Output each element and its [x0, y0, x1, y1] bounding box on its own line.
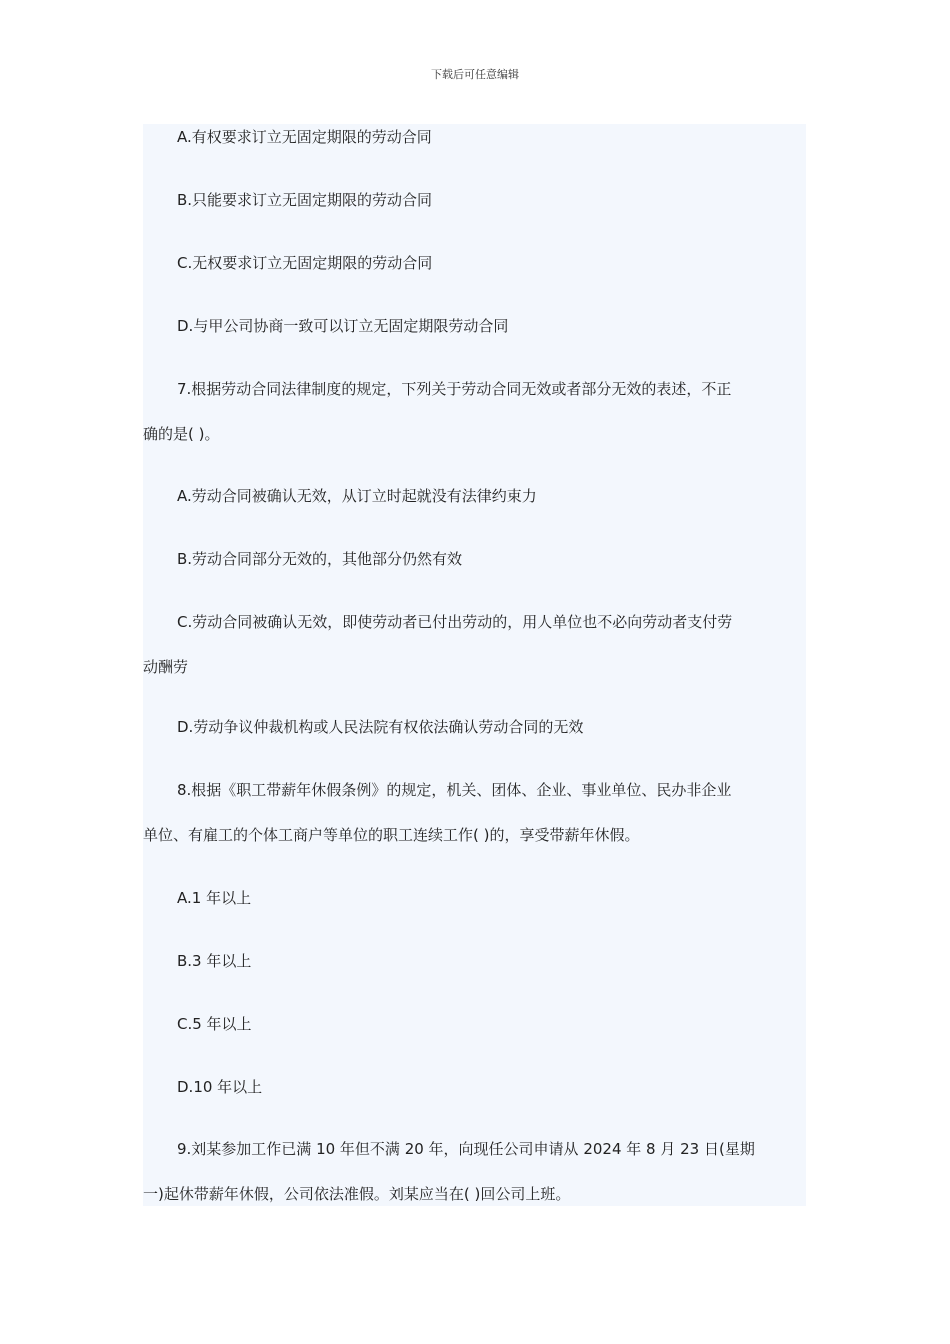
option-c-q8: C.5 年以上: [177, 1015, 252, 1033]
question-8-line-1: 8.根据《职工带薪年休假条例》的规定，机关、团体、企业、事业单位、民办非企业: [177, 781, 732, 799]
question-8-line-2: 单位、有雇工的个体工商户等单位的职工连续工作( )的，享受带薪年休假。: [143, 826, 640, 844]
option-c-q7-line-1: C.劳动合同被确认无效，即使劳动者已付出劳动的，用人单位也不必向劳动者支付劳: [177, 613, 733, 631]
option-b-q7: B.劳动合同部分无效的，其他部分仍然有效: [177, 550, 463, 568]
option-a-q7: A.劳动合同被确认无效，从订立时起就没有法律约束力: [177, 487, 537, 505]
option-b-q6: B.只能要求订立无固定期限的劳动合同: [177, 191, 433, 209]
question-7-line-1: 7.根据劳动合同法律制度的规定，下列关于劳动合同无效或者部分无效的表述，不正: [177, 380, 732, 398]
page-header: 下载后可任意编辑: [431, 68, 519, 81]
question-9-line-2: 一)起休带薪年休假，公司依法准假。刘某应当在( )回公司上班。: [143, 1185, 571, 1203]
option-c-q7-line-2: 动酬劳: [143, 658, 189, 676]
option-a-q8: A.1 年以上: [177, 889, 252, 907]
option-a-q6: A.有权要求订立无固定期限的劳动合同: [177, 128, 432, 146]
option-d-q6: D.与甲公司协商一致可以订立无固定期限劳动合同: [177, 317, 509, 335]
option-d-q7: D.劳动争议仲裁机构或人民法院有权依法确认劳动合同的无效: [177, 718, 584, 736]
option-d-q8: D.10 年以上: [177, 1078, 263, 1096]
document-body: [143, 124, 806, 1206]
option-b-q8: B.3 年以上: [177, 952, 252, 970]
option-c-q6: C.无权要求订立无固定期限的劳动合同: [177, 254, 433, 272]
question-9-line-1: 9.刘某参加工作已满 10 年但不满 20 年，向现任公司申请从 2024 年 8 月 23 日(星期: [177, 1140, 755, 1158]
question-7-line-2: 确的是( )。: [143, 425, 220, 443]
